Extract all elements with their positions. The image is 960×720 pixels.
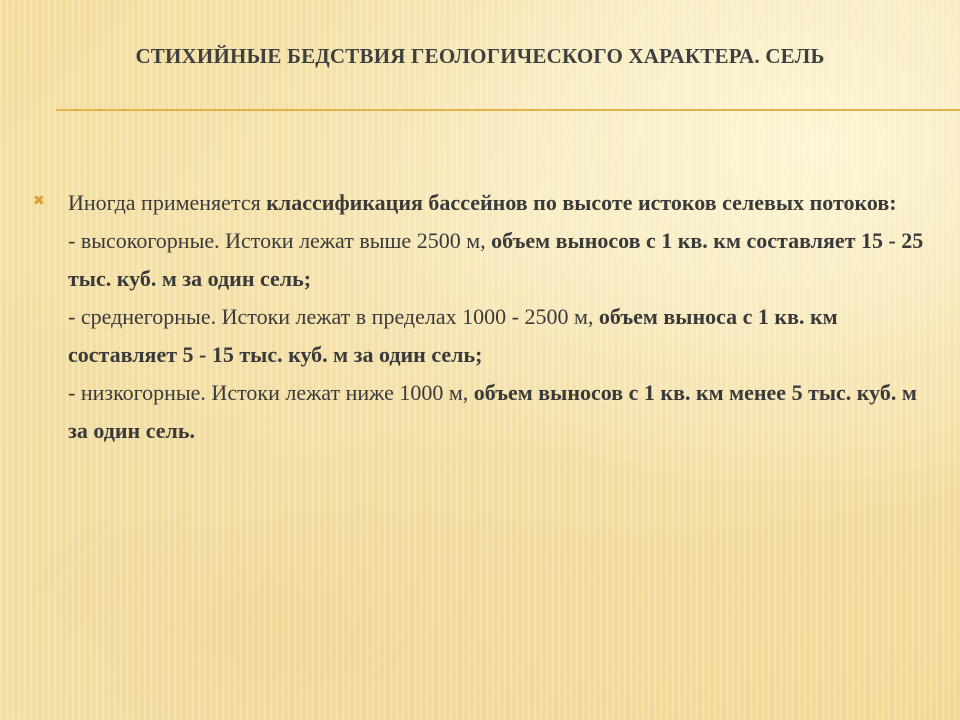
item-regular-text: - высокогорные. Истоки лежат выше 2500 м,	[68, 228, 492, 253]
item-regular-text: - низкогорные. Истоки лежат ниже 1000 м,	[68, 380, 474, 405]
list-item-high-mountain	[68, 222, 930, 298]
list-item-low-mountain	[68, 374, 930, 450]
intro-regular-text: Иногда применяется	[68, 190, 267, 215]
item-bold-text: объем выносов с 1 кв. км менее 5 тыс. куб. м за один сель.	[68, 380, 917, 443]
intro-paragraph	[68, 184, 930, 222]
list-item-mid-mountain	[68, 298, 930, 374]
item-regular-text: - среднегорные. Истоки лежат в пределах 1000 - 2500 м,	[68, 304, 599, 329]
item-bold-text: объем выноса с 1 кв. км составляет 5 - 15 тыс. куб. м за один сель;	[68, 304, 838, 367]
slide-body	[68, 184, 930, 450]
intro-bold-text: классификация бассейнов по высоте истоков селевых потоков:	[266, 190, 897, 215]
title-divider	[56, 109, 960, 111]
slide-title: СТИХИЙНЫЕ БЕДСТВИЯ ГЕОЛОГИЧЕСКОГО ХАРАКТЕРА. СЕЛЬ	[135, 44, 825, 68]
item-bold-text: объем выносов с 1 кв. км составляет 15 - 25 тыс. куб. м за один сель;	[68, 228, 924, 291]
x-mark-bullet-icon: ✖	[33, 193, 45, 209]
